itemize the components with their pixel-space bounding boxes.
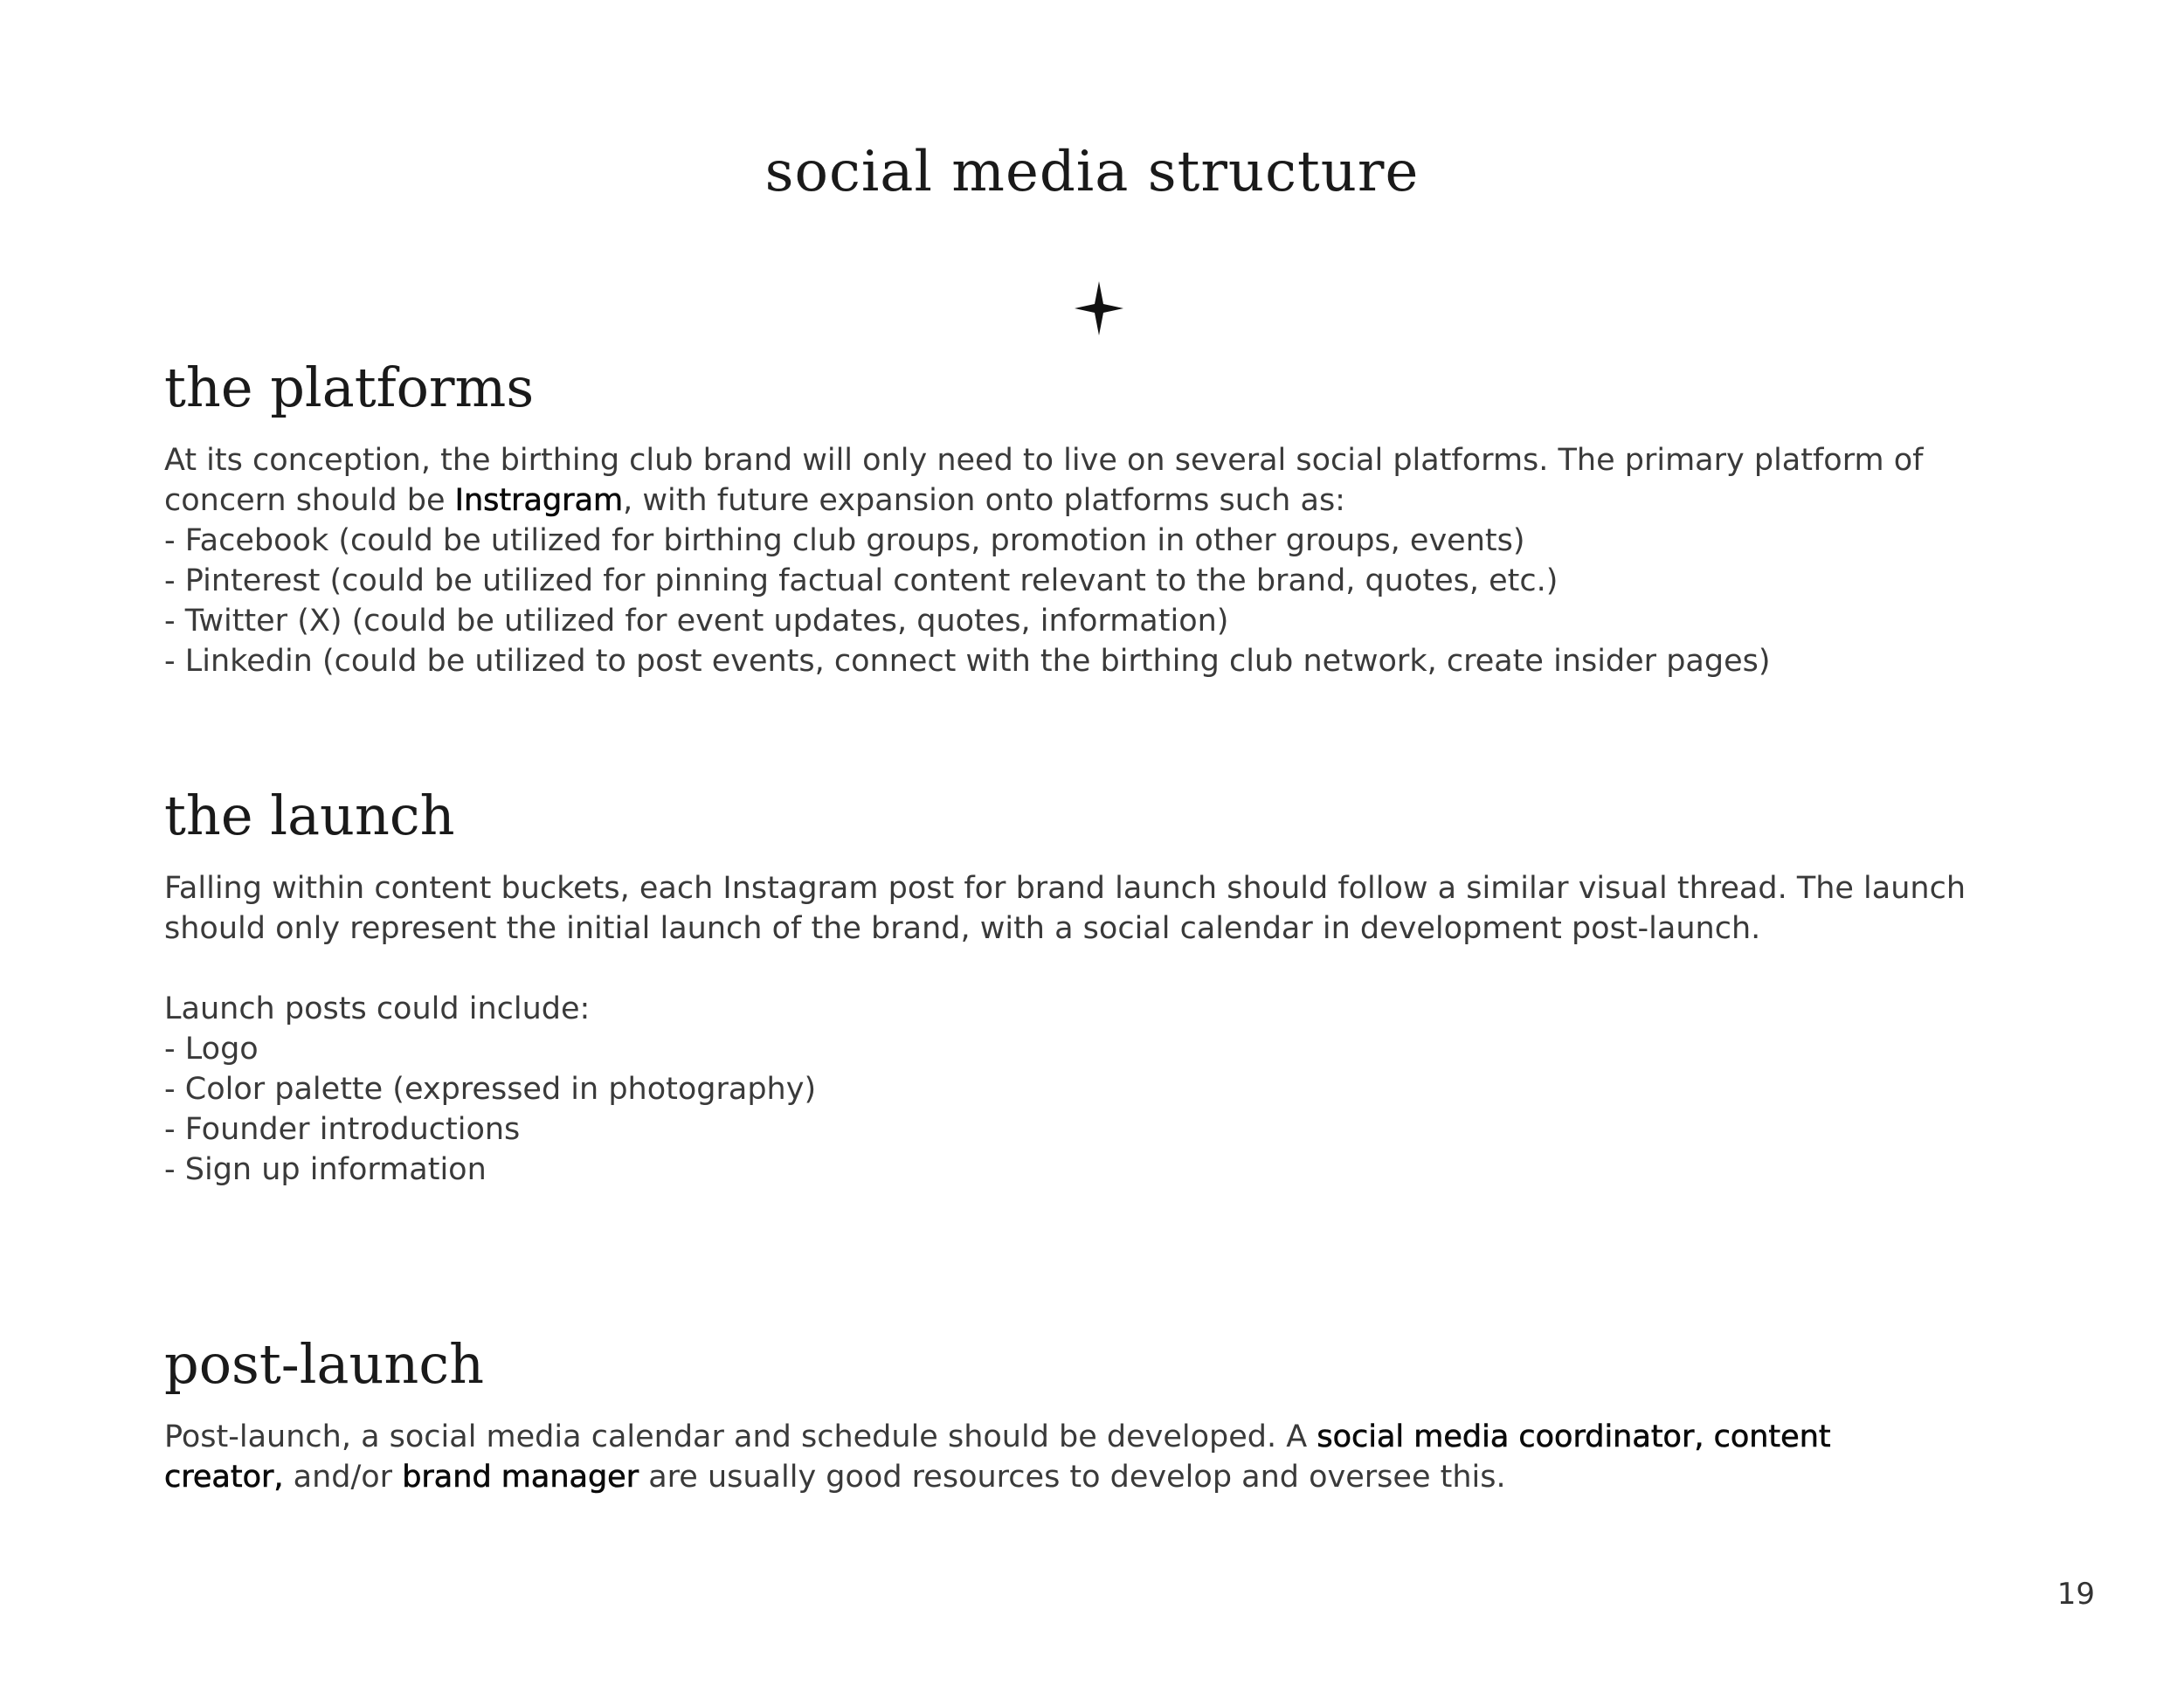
list-item: - Founder introductions bbox=[164, 1109, 1999, 1150]
list-item: - Pinterest (could be utilized for pinning factual content relevant to the brand, quotes, etc.) bbox=[164, 561, 1999, 601]
launch-paragraph bbox=[164, 868, 1999, 949]
platforms-intro-line1: At its conception, the birthing club brand will only need to live on several social platforms. The primary platform of bbox=[164, 443, 1924, 479]
page-number: 19 bbox=[2056, 1577, 2095, 1612]
launch-section bbox=[164, 786, 1999, 1190]
platforms-heading: the platforms bbox=[164, 356, 535, 419]
launch-list-intro: Launch posts could include: bbox=[164, 991, 591, 1027]
list-item: - Color palette (expressed in photography) bbox=[164, 1069, 1999, 1109]
post-launch-line1-start: Post-launch, a social media calendar and schedule should be developed. A bbox=[164, 1419, 1317, 1455]
post-launch-emphasis-manager: brand manager bbox=[402, 1460, 639, 1495]
platforms-intro-line2-end: , with future expansion onto platforms such as: bbox=[623, 483, 1345, 519]
post-launch-paragraph bbox=[164, 1417, 1999, 1497]
post-launch-emphasis-roles: social media coordinator, content bbox=[1317, 1419, 1831, 1455]
launch-heading: the launch bbox=[164, 784, 455, 847]
platforms-section bbox=[164, 358, 1999, 681]
platforms-intro bbox=[164, 440, 1999, 521]
post-launch-line2-middle: and/or bbox=[283, 1460, 403, 1495]
launch-paragraph-line1: Falling within content buckets, each Instagram post for brand launch should follow a similar visual thread. The launch bbox=[164, 871, 1966, 907]
launch-list bbox=[164, 1029, 1999, 1190]
post-launch-emphasis-creator: creator, bbox=[164, 1460, 284, 1495]
list-item: - Twitter (X) (could be utilized for event updates, quotes, information) bbox=[164, 601, 1999, 641]
platforms-intro-line2-start: concern should be bbox=[164, 483, 455, 519]
platforms-list bbox=[164, 521, 1999, 681]
launch-paragraph-line2: should only represent the initial launch of the brand, with a social calendar in development post-launch. bbox=[164, 911, 1761, 947]
list-item: - Logo bbox=[164, 1029, 1999, 1069]
list-item: - Facebook (could be utilized for birthing club groups, promotion in other groups, events) bbox=[164, 521, 1999, 561]
four-point-star-icon bbox=[1075, 281, 1123, 335]
list-item: - Linkedin (could be utilized to post events, connect with the birthing club network, create insider pages) bbox=[164, 641, 1999, 681]
post-launch-section bbox=[164, 1332, 1999, 1497]
list-item: - Sign up information bbox=[164, 1150, 1999, 1190]
post-launch-heading: post-launch bbox=[164, 1332, 485, 1396]
platforms-intro-emphasis: Instragram bbox=[454, 483, 624, 519]
post-launch-line2-end: are usually good resources to develop and oversee this. bbox=[639, 1460, 1506, 1495]
page-title: social media structure bbox=[764, 140, 1420, 204]
